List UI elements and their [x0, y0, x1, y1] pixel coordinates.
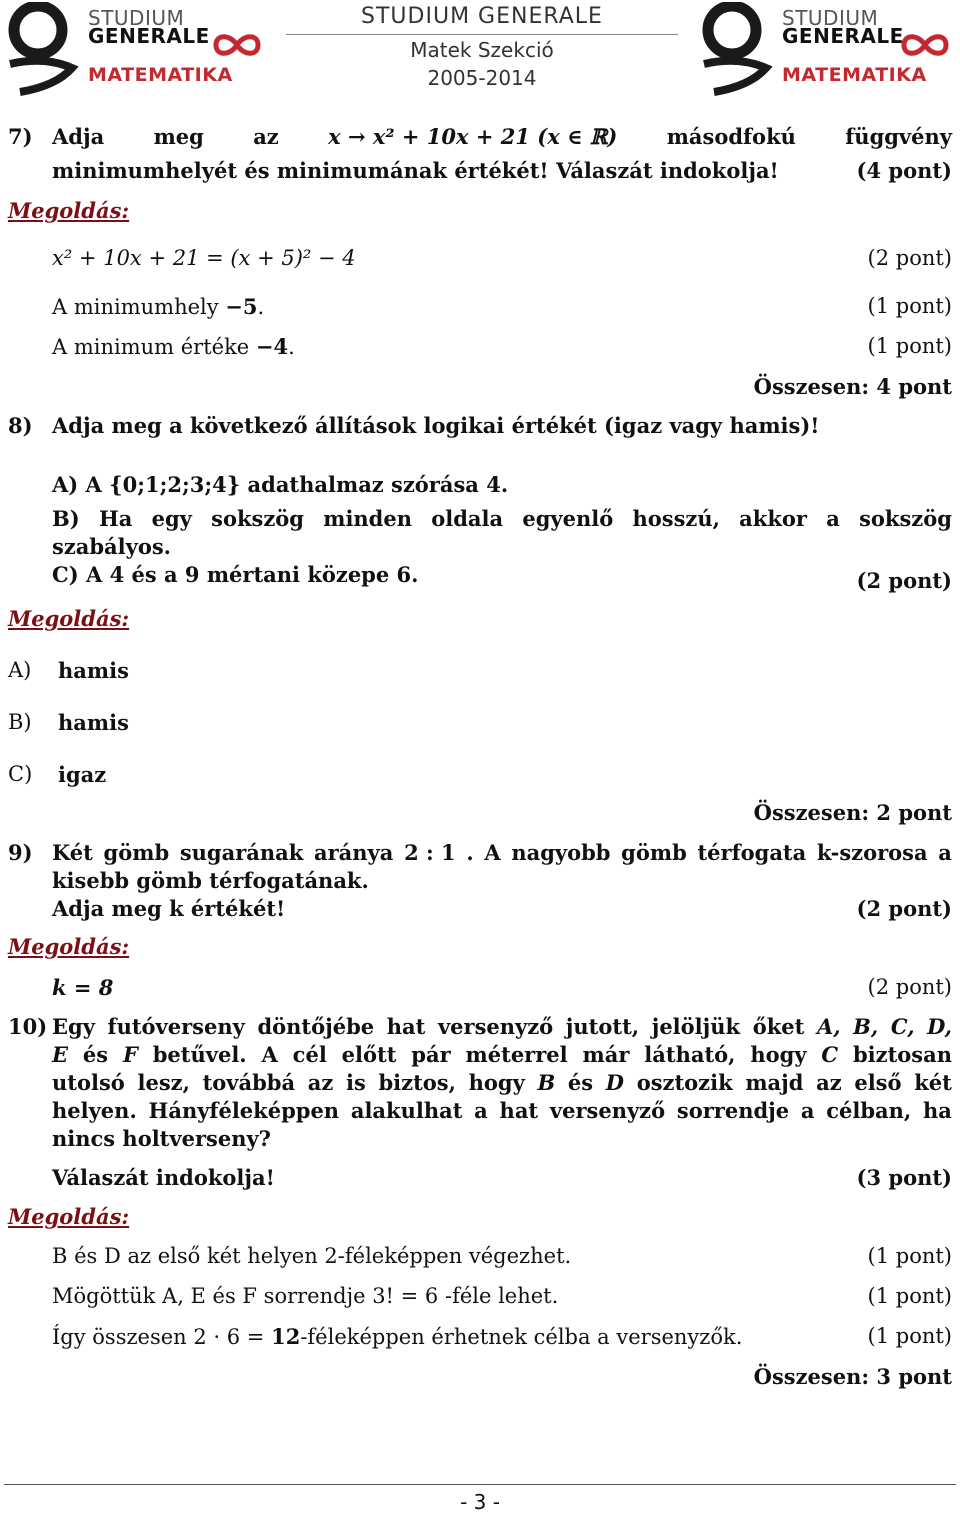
logo-text-matematika: MATEMATIKA — [782, 64, 927, 86]
word: A — [484, 840, 501, 865]
q10-prompt: Válaszát indokolja! — [52, 1165, 275, 1190]
min-value: −4 — [255, 334, 289, 359]
word: biztosan — [853, 1042, 952, 1067]
q10-step3-points: (1 pont) — [867, 1324, 952, 1348]
step-text: -féleképpen érhetnek célba a versenyzők. — [300, 1325, 743, 1349]
q7-step3-points: (1 pont) — [867, 334, 952, 358]
word: látható, — [644, 1042, 736, 1067]
logo-text-generale: GENERALE — [782, 24, 904, 48]
step-text: Így összesen 2 · 6 = — [52, 1325, 272, 1349]
q8-statement-b-line2: szabályos. — [52, 534, 171, 559]
q7-solution-step3 — [52, 334, 295, 359]
word: a — [938, 840, 952, 865]
ratio-expression: 2 : 1 — [404, 840, 456, 865]
word: A — [261, 1042, 278, 1067]
q10-number: 10) — [8, 1014, 48, 1039]
result-value: 12 — [271, 1324, 301, 1349]
word: betűvel. — [152, 1042, 247, 1067]
word: A, — [816, 1014, 841, 1039]
word: meg — [153, 124, 204, 149]
infinity-icon — [210, 32, 264, 58]
word: C — [821, 1042, 839, 1067]
word: Ha — [98, 506, 133, 531]
word: és — [82, 1042, 109, 1067]
q10-step1-points: (1 pont) — [867, 1244, 952, 1268]
q10-solution-label: Megoldás: — [8, 1204, 130, 1229]
q9-answer-points: (2 pont) — [867, 975, 952, 999]
q9-points: (2 pont) — [856, 896, 952, 921]
q9-solution-label: Megoldás: — [8, 934, 130, 959]
q9-text-line2: kisebb gömb térfogatának. — [52, 868, 369, 893]
word: E — [52, 1042, 69, 1067]
word: Egy — [52, 1014, 95, 1039]
word: az — [253, 124, 279, 149]
q10-text-line4 — [52, 1098, 952, 1123]
q8-answer-a: hamis — [58, 658, 129, 683]
word: az — [307, 1070, 334, 1095]
step-text: . — [257, 295, 265, 319]
q7-text-line2: minimumhelyét és minimumának értékét! Válaszát indokolja! — [52, 158, 779, 183]
q8-answer-b-label: B) — [8, 710, 32, 734]
step-text: . — [288, 335, 295, 359]
q10-text-line2 — [52, 1042, 952, 1067]
word: döntőjébe — [257, 1014, 375, 1039]
header-subtitle: Matek Szekció — [410, 38, 554, 62]
word: két — [914, 1070, 952, 1095]
q10-text-line1 — [52, 1014, 952, 1039]
word: hogy — [750, 1042, 807, 1067]
q10-total: Összesen: 3 pont — [753, 1364, 952, 1389]
q10-step2-points: (1 pont) — [867, 1284, 952, 1308]
header-divider — [286, 34, 678, 35]
word: versenyző — [437, 1014, 554, 1039]
q9-text-line3: Adja meg k értékét! — [52, 896, 286, 921]
q8-answer-b: hamis — [58, 710, 129, 735]
q9-answer: k = 8 — [52, 975, 114, 1000]
footer-divider — [4, 1484, 956, 1485]
word: D, — [927, 1014, 952, 1039]
word: hogy — [468, 1070, 525, 1095]
word: egyenlő — [522, 506, 614, 531]
word: helyen. — [52, 1098, 137, 1123]
q7-text-line1 — [52, 124, 952, 149]
word: sugarának — [179, 840, 304, 865]
logo-right — [698, 2, 960, 98]
q8-answer-c-label: C) — [8, 762, 33, 786]
sg-logo-icon — [4, 2, 84, 98]
q9-number: 9) — [8, 840, 33, 865]
q10-text-line5: nincs holtverseny? — [52, 1126, 271, 1151]
word: hat — [386, 1014, 426, 1039]
word: is — [346, 1070, 366, 1095]
word: akkor — [739, 506, 807, 531]
page-number: - 3 - — [460, 1490, 500, 1514]
word: C, — [890, 1014, 915, 1039]
q8-total: Összesen: 2 pont — [753, 800, 952, 825]
word: térfogata — [697, 840, 807, 865]
word: B — [537, 1070, 556, 1095]
word: a — [474, 1098, 488, 1123]
word: oldala — [431, 506, 504, 531]
word: egy — [151, 506, 192, 531]
q10-solution-step3 — [52, 1324, 742, 1349]
word: versenyző — [549, 1098, 666, 1123]
q8-solution-label: Megoldás: — [8, 606, 130, 631]
word: osztozik — [636, 1070, 733, 1095]
word: méterrel — [465, 1042, 568, 1067]
q8-statement-c: C) A 4 és a 9 mértani közepe 6. — [52, 562, 419, 587]
q7-solution-step2 — [52, 294, 264, 319]
word: alakulhat — [350, 1098, 463, 1123]
infinity-icon — [898, 32, 952, 58]
q8-statement-b-line1 — [52, 506, 952, 531]
q8-answer-c: igaz — [58, 762, 107, 787]
word: k-szorosa — [816, 840, 928, 865]
q7-step2-points: (1 pont) — [867, 294, 952, 318]
step-text: A minimumhely — [52, 295, 226, 319]
q7-step1-points: (2 pont) — [867, 246, 952, 270]
word: a — [800, 1098, 815, 1123]
q7-solution-label: Megoldás: — [8, 198, 130, 223]
q8-number: 8) — [8, 413, 33, 438]
min-place-value: −5 — [225, 294, 258, 319]
word: aránya — [314, 840, 394, 865]
word: a — [826, 506, 840, 531]
word: előtt — [341, 1042, 397, 1067]
q10-solution-step2: Mögöttük A, E és F sorrendje 3! = 6 -féle lehet. — [52, 1284, 559, 1308]
word: sokszög — [859, 506, 952, 531]
word: és — [567, 1070, 594, 1095]
header-years: 2005-2014 — [427, 66, 537, 90]
word: lesz, — [137, 1070, 190, 1095]
word: jelöljük — [651, 1014, 741, 1039]
word: Adja — [52, 124, 105, 149]
word: pár — [411, 1042, 451, 1067]
word: másodfokú — [666, 124, 796, 149]
header-title: STUDIUM GENERALE — [361, 4, 603, 29]
q10-text-line3 — [52, 1070, 952, 1095]
word: B, — [853, 1014, 879, 1039]
logo-left — [4, 2, 266, 98]
q8-statement-a: A) A {0;1;2;3;4} adathalmaz szórása 4. — [52, 472, 509, 497]
logo-text-studium: STUDIUM — [88, 6, 185, 30]
word: Hányféleképpen — [148, 1098, 340, 1123]
q7-solution-step1: x² + 10x + 21 = (x + 5)² − 4 — [52, 246, 356, 270]
logo-text-generale: GENERALE — [88, 24, 210, 48]
q10-solution-step1: B és D az első két helyen 2-féleképpen végezhet. — [52, 1244, 572, 1268]
q10-points: (3 pont) — [856, 1165, 952, 1190]
word: ha — [923, 1098, 952, 1123]
word: F — [122, 1042, 138, 1067]
step-text: A minimum értéke — [52, 335, 256, 359]
q7-number: 7) — [8, 124, 33, 149]
word: őket — [752, 1014, 805, 1039]
function-expression: x → x² + 10x + 21 (x ∈ ℝ) — [328, 124, 618, 149]
word: biztos, — [378, 1070, 456, 1095]
logo-text-matematika: MATEMATIKA — [88, 64, 233, 86]
word: minden — [323, 506, 412, 531]
q7-points: (4 pont) — [856, 158, 952, 183]
word: Két — [52, 840, 93, 865]
word: gömb — [103, 840, 170, 865]
word: első — [854, 1070, 902, 1095]
q9-text-line1 — [52, 840, 952, 865]
q7-total: Összesen: 4 pont — [753, 374, 952, 399]
word: B) — [52, 506, 80, 531]
word: sorrendje — [676, 1098, 790, 1123]
word: továbbá — [202, 1070, 296, 1095]
word: majd — [745, 1070, 804, 1095]
sg-logo-icon — [698, 2, 778, 98]
word: függvény — [845, 124, 952, 149]
word: már — [582, 1042, 630, 1067]
word: . — [466, 840, 474, 865]
word: célban, — [826, 1098, 912, 1123]
word: hat — [499, 1098, 539, 1123]
word: nagyobb — [511, 840, 611, 865]
word: az — [816, 1070, 842, 1095]
q8-points: (2 pont) — [856, 568, 952, 593]
word: gömb — [621, 840, 687, 865]
logo-text-studium: STUDIUM — [782, 6, 879, 30]
word: sokszög — [211, 506, 304, 531]
word: futóverseny — [107, 1014, 245, 1039]
q8-text: Adja meg a következő állítások logikai értékét (igaz vagy hamis)! — [52, 413, 820, 438]
word: cél — [292, 1042, 327, 1067]
word: hosszú, — [632, 506, 720, 531]
word: utolsó — [52, 1070, 125, 1095]
word: D — [605, 1070, 625, 1095]
word: jutott, — [565, 1014, 640, 1039]
q8-answer-a-label: A) — [8, 658, 32, 682]
